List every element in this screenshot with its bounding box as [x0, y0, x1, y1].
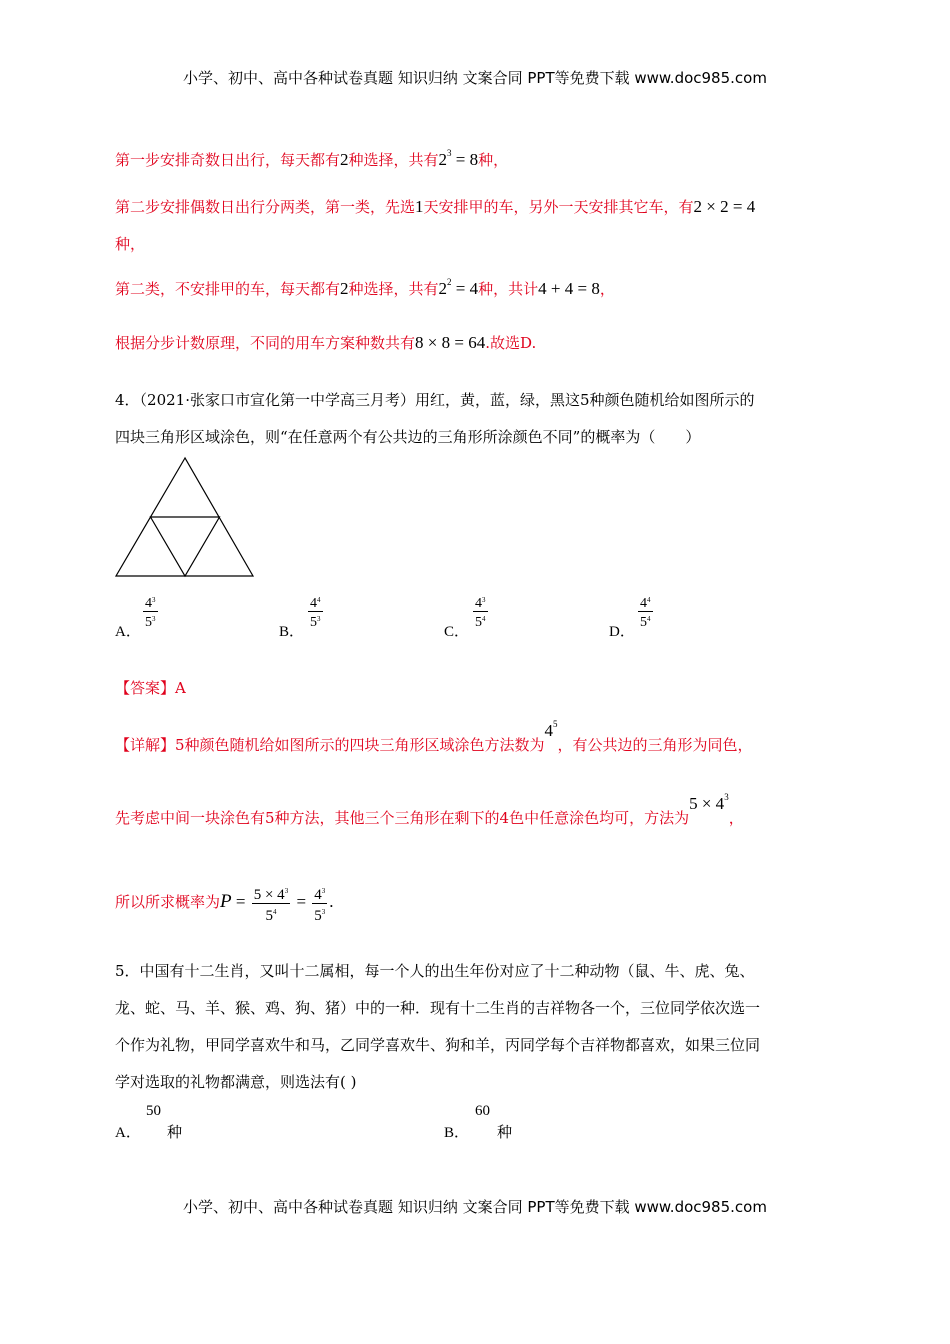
q4-option-d-fraction[interactable]: $\frac{4^4}{5^4}$	[638, 593, 653, 630]
text: 【详解】5种颜色随机给如图所示的四块三角形区域涂色方法数为	[115, 736, 545, 754]
text: ，	[599, 280, 615, 298]
q4-detail-line1	[115, 719, 753, 756]
q4-answer: 【答案】A	[115, 679, 186, 697]
q5-stem-line1: 5．中国有十二生肖，又叫十二属相，每一个人的出生年份对应了十二种动物（鼠、牛、虎、兔、	[115, 962, 755, 980]
math-power: $4^5$	[544, 719, 558, 740]
math: =	[292, 892, 311, 911]
q4-stem-line1: 4．（2021·张家口市宣化第一中学高三月考）用红，黄，蓝，绿，黑这5种颜色随机给如图所示的	[115, 391, 755, 409]
math: 1	[415, 197, 424, 216]
text: 种选择，共有	[348, 151, 439, 169]
q5-option-b-unit: 种	[497, 1123, 513, 1141]
q5-option-a-label[interactable]: A．	[115, 1125, 141, 1141]
q4-detail-line3	[115, 878, 334, 926]
solution-step2	[115, 196, 755, 218]
q4-option-a-label[interactable]: A．	[115, 624, 141, 640]
q4-option-b-fraction[interactable]: $\frac{4^4}{5^3}$	[308, 593, 323, 630]
math: 2	[340, 279, 349, 298]
text: 所以所求概率为	[115, 893, 221, 911]
fraction-2: $\frac{4^3}{5^3}$	[312, 883, 327, 924]
math-power: $5 \times 4^3$	[689, 792, 729, 813]
text: ，有公共边的三角形为同色，	[557, 736, 753, 754]
text: 种选择，共有	[348, 280, 439, 298]
text: 第一步安排奇数日出行，每天都有	[115, 151, 341, 169]
q5-stem-line2: 龙、蛇、马、羊、猴、鸡、狗、猪）中的一种．现有十二生肖的吉祥物各一个，三位同学依次选一	[115, 999, 761, 1017]
q4-option-a-fraction[interactable]: $\frac{4^3}{5^3}$	[143, 593, 158, 630]
text: 种，共计	[478, 280, 539, 298]
math-variable: P	[220, 891, 232, 912]
text: 种，	[478, 151, 509, 169]
math: 2	[340, 150, 349, 169]
q5-stem-line3: 个作为礼物，甲同学喜欢牛和马，乙同学喜欢牛、狗和羊，丙同学每个吉祥物都喜欢，如果三位同	[115, 1036, 761, 1054]
q4-option-c-label[interactable]: C．	[444, 624, 470, 640]
q4-option-b-label[interactable]: B．	[279, 624, 305, 640]
q5-option-b-label[interactable]: B．	[444, 1125, 470, 1141]
solution-conclusion	[115, 332, 536, 354]
triangle-figure	[114, 456, 256, 580]
text: 第二步安排偶数日出行分两类，第一类，先选	[115, 198, 416, 216]
math-power: $2^3 = 8$	[438, 148, 479, 169]
page-header: 小学、初中、高中各种试卷真题 知识归纳 文案合同 PPT等免费下载 www.doc985.com	[183, 69, 767, 87]
math-power: $2^2 = 4$	[438, 277, 479, 298]
q5-option-a-unit: 种	[167, 1123, 183, 1141]
text: 第二类，不安排甲的车，每天都有	[115, 280, 341, 298]
math: 2 × 2 = 4	[693, 197, 756, 216]
page-footer: 小学、初中、高中各种试卷真题 知识归纳 文案合同 PPT等免费下载 www.doc985.com	[183, 1198, 767, 1216]
math: 8 × 8 = 64	[415, 333, 486, 352]
solution-step2-cont: 种，	[115, 235, 146, 253]
math: .	[329, 892, 334, 911]
text: ，	[728, 809, 744, 827]
math: 4 + 4 = 8	[538, 279, 600, 298]
q4-detail-line2	[115, 792, 744, 829]
fraction-1: $\frac{5 \times 4^3}{5^4}$	[252, 883, 290, 924]
q4-option-c-fraction[interactable]: $\frac{4^3}{5^4}$	[473, 593, 488, 630]
text: 先考虑中间一块涂色有5种方法，其他三个三角形在剩下的4色中任意涂色均可，方法为	[115, 809, 690, 827]
q5-option-a-value[interactable]: 50	[146, 1103, 161, 1119]
text: 天安排甲的车，另外一天安排其它车，有	[423, 198, 694, 216]
solution-step3	[115, 271, 615, 300]
q5-stem-line4: 学对选取的礼物都满意，则选法有( )	[115, 1073, 357, 1091]
math: =	[231, 892, 250, 911]
inner-triangle	[151, 517, 220, 576]
text: 根据分步计数原理，不同的用车方案种数共有	[115, 334, 416, 352]
q4-option-d-label[interactable]: D．	[609, 624, 635, 640]
q4-stem-line2: 四块三角形区域涂色，则“在任意两个有公共边的三角形所涂颜色不同”的概率为（ ）	[115, 428, 701, 446]
solution-step1	[115, 142, 508, 171]
text: .故选D.	[485, 334, 537, 352]
q5-option-b-value[interactable]: 60	[475, 1103, 490, 1119]
